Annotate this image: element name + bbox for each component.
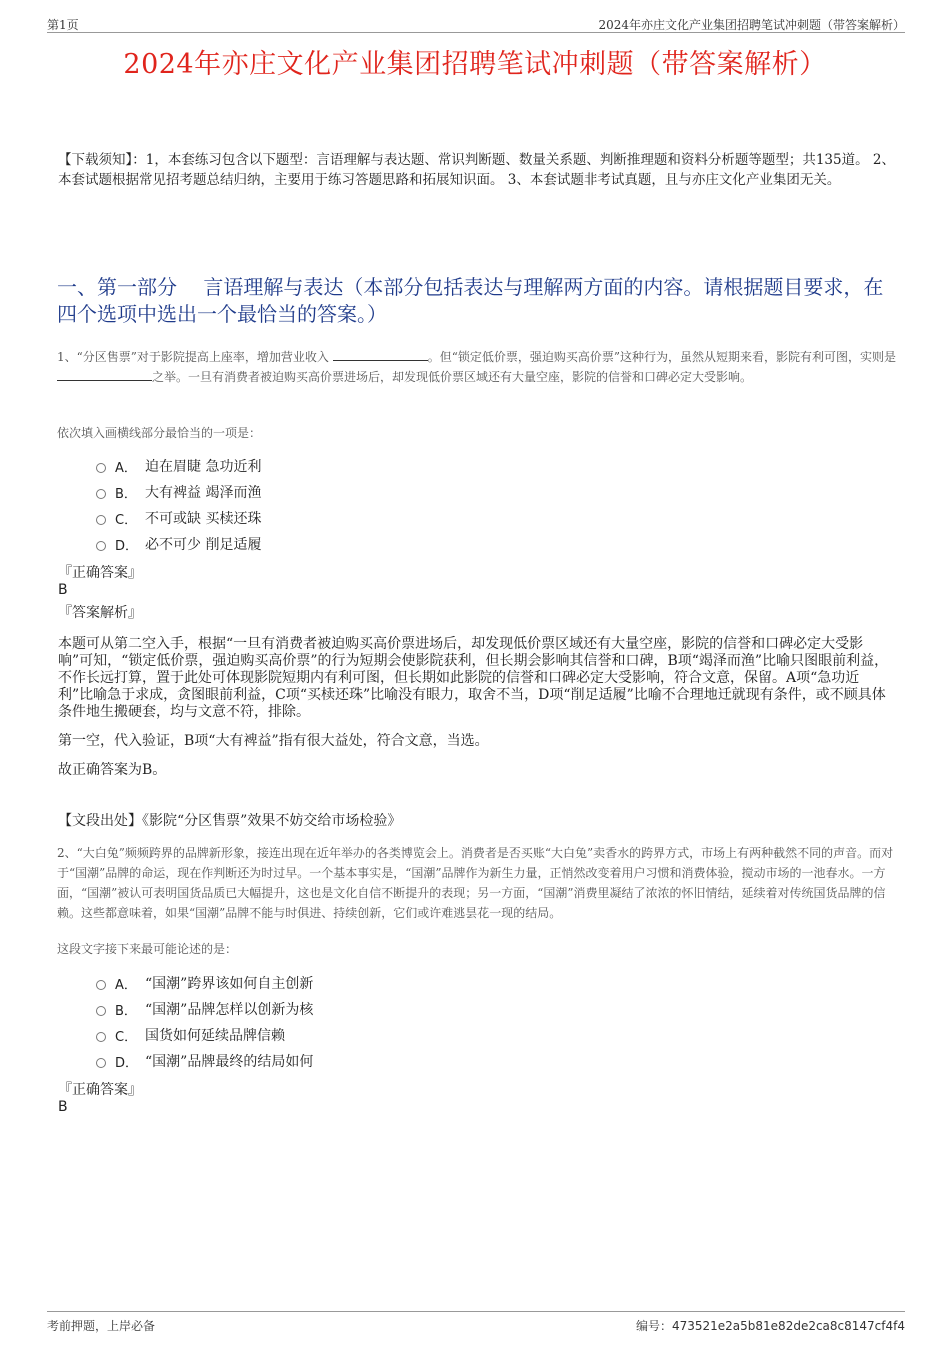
radio-icon[interactable] bbox=[96, 1032, 106, 1042]
radio-icon[interactable] bbox=[96, 463, 106, 473]
option-a[interactable]: A． 迫在眉睫 急功近利 bbox=[96, 453, 261, 479]
option-c[interactable]: C． 国货如何延续品牌信赖 bbox=[96, 1022, 313, 1048]
question-1-stem bbox=[57, 347, 907, 387]
analysis-paragraph: 第一空，代入验证，B项“大有裨益”指有很大益处，符合文意，当选。 bbox=[58, 733, 489, 749]
question-2-stem: 2、“大白兔”频频跨界的品牌新形象，接连出现在近年举办的各类博览会上。消费者是否买账“大白兔”卖香水的跨界方式，市场上有两种截然不同的声音。而对于“国潮”品牌的命运，现在作判断还为时过早。一个基本事实是，“国潮”品牌作为新生力量，正悄然改变着用户习惯和消费体验，搅动市场的一池春水。一方面，“国潮”被认可表明国货品质已大幅提升，这也是文化自信不断提升的表现；另一方面，“国潮”消费里凝结了浓浓的怀旧情结，延续着对传统国货品牌的信赖。这些都意味着，如果“国潮”品牌不能与时俱进、持续创新，它们或许难逃昙花一现的结局。 bbox=[57, 846, 894, 920]
correct-answer-value: B bbox=[58, 1099, 68, 1115]
page-footer bbox=[47, 1311, 905, 1334]
question-1-stem-part-a: 1、“分区售票”对于影院提高上座率，增加营业收入 bbox=[57, 350, 333, 364]
download-notice: 【下载须知】：1，本套练习包含以下题型：言语理解与表达题、常识判断题、数量关系题、判断推理题和资料分析题等题型；共135道。 2、本套试题根据常见招考题总结归纳，主要用于练习答题思路和拓展知识面。 3、本套试题非考试真题，且与亦庄文化产业集团无关。 bbox=[58, 152, 895, 188]
option-b[interactable]: B． “国潮”品牌怎样以创新为核 bbox=[96, 996, 313, 1022]
analysis-label: 『答案解析』 bbox=[58, 605, 142, 621]
question-2-options bbox=[96, 970, 313, 1074]
correct-answer-label: 『正确答案』 bbox=[58, 1082, 142, 1098]
fill-blank-1 bbox=[333, 348, 428, 361]
question-1-options bbox=[96, 453, 261, 557]
footer-slogan: 考前押题，上岸必备 bbox=[47, 1319, 156, 1333]
fill-blank-2 bbox=[57, 368, 152, 381]
header-doc-title: 2024年亦庄文化产业集团招聘笔试冲刺题（带答案解析） bbox=[598, 18, 905, 32]
radio-icon[interactable] bbox=[96, 515, 106, 525]
radio-icon[interactable] bbox=[96, 980, 106, 990]
page-number: 第1页 bbox=[47, 18, 79, 32]
option-d[interactable]: D． “国潮”品牌最终的结局如何 bbox=[96, 1048, 313, 1074]
text-source: 【文段出处】《影院“分区售票”效果不妨交给市场检验》 bbox=[58, 813, 402, 829]
page-header bbox=[47, 12, 905, 33]
answer-analysis bbox=[58, 636, 893, 791]
analysis-paragraph: 故正确答案为B。 bbox=[58, 762, 167, 778]
analysis-paragraph: 本题可从第二空入手，根据“一旦有消费者被迫购买高价票进场后，却发现低价票区域还有大量空座，影院的信誉和口碑必定大受影响”可知，“锁定低价票，强迫购买高价票”的行为短期会使影院获利，但长期会影响其信誉和口碑，B项“竭泽而渔”比喻只图眼前利益，不作长远打算，置于此处可体现影院短期内有利可图，但长期如此影院的信誉和口碑必定大受影响，符合文意，保留。A项“急功近利”比喻急于求成，贪图眼前利益，C项“买椟还珠”比喻没有眼力，取舍不当，D项“削足适履”比喻不合理地迁就现有条件，或不顾具体条件地生搬硬套，均与文意不符，排除。 bbox=[58, 636, 889, 720]
option-b[interactable]: B． 大有裨益 竭泽而渔 bbox=[96, 479, 261, 505]
radio-icon[interactable] bbox=[96, 1058, 106, 1068]
correct-answer-value: B bbox=[58, 582, 68, 598]
section-heading: 一、第一部分 言语理解与表达（本部分包括表达与理解两方面的内容。请根据题目要求，在四个选项中选出一个最恰当的答案。） bbox=[57, 275, 884, 326]
option-c[interactable]: C． 不可或缺 买椟还珠 bbox=[96, 505, 261, 531]
footer-code bbox=[636, 1317, 905, 1334]
option-d[interactable]: D． 必不可少 削足适履 bbox=[96, 531, 261, 557]
correct-answer-label: 『正确答案』 bbox=[58, 565, 142, 581]
footer-code-value: 473521e2a5b81e82de2ca8c8147cf4f4 bbox=[671, 1319, 905, 1333]
document-title: 2024年亦庄文化产业集团招聘笔试冲刺题（带答案解析） bbox=[123, 49, 827, 80]
question-2-prompt: 这段文字接下来最可能论述的是： bbox=[57, 942, 238, 956]
radio-icon[interactable] bbox=[96, 489, 106, 499]
option-a[interactable]: A． “国潮”跨界该如何自主创新 bbox=[96, 970, 313, 996]
radio-icon[interactable] bbox=[96, 1006, 106, 1016]
question-1-prompt: 依次填入画横线部分最恰当的一项是： bbox=[57, 426, 262, 440]
footer-code-label: 编号： bbox=[635, 1319, 672, 1333]
radio-icon[interactable] bbox=[96, 541, 106, 551]
question-1-stem-part-c: 之举。一旦有消费者被迫购买高价票进场后，却发现低价票区域还有大量空座，影院的信誉和口碑必定大受影响。 bbox=[152, 370, 753, 384]
question-1-stem-part-b: 。但“锁定低价票，强迫购买高价票”这种行为，虽然从短期来看，影院有利可图，实则是 bbox=[427, 350, 897, 364]
